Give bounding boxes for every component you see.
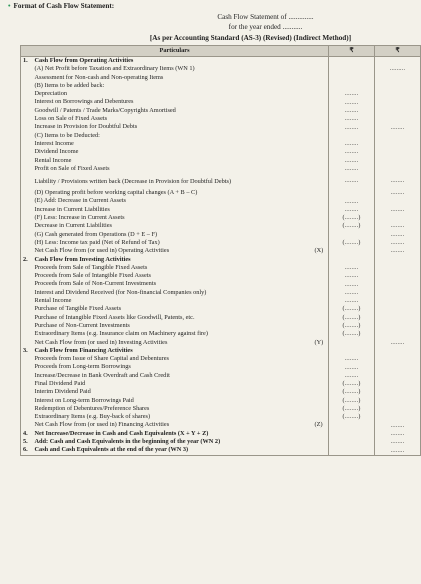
row-amount-2: ........ [375,123,421,131]
row-number [21,363,33,371]
bullet-icon: • [8,2,11,10]
row-number [21,297,33,305]
row-amount-2 [375,397,421,405]
table-row [21,157,421,165]
row-subtotal-label [313,74,329,82]
row-particulars: Rental Income [34,156,72,164]
row-amount-2: ........ [375,173,421,189]
row-amount-1: ........ [329,148,375,156]
table-row [21,272,421,280]
row-number [21,339,33,347]
row-number [21,98,33,106]
row-number [21,305,33,313]
table-row [21,438,421,446]
row-amount-1: ........ [329,272,375,280]
row-particulars: Purchase of Non-Current Investments [34,321,130,329]
row-subtotal-label: (X) [313,247,329,255]
row-particulars: (A) Net Profit before Taxation and Extraordinary Items (WN 1) [34,65,195,73]
row-number [21,413,33,421]
row-amount-2: ........ [375,222,421,230]
row-particulars: (C) Items to be Deducted: [34,131,100,139]
row-amount-2 [375,297,421,305]
row-subtotal-label [313,140,329,148]
row-amount-1: ........ [329,355,375,363]
row-number [21,421,33,429]
row-amount-2 [375,314,421,322]
row-amount-2: ........ [375,231,421,239]
section-heading [8,2,114,10]
row-amount-2 [375,57,421,66]
row-number: 4. [21,430,33,438]
table-row [21,256,421,264]
row-amount-1 [329,189,375,197]
row-subtotal-label [313,173,329,189]
row-number [21,74,33,82]
table-row [21,57,421,66]
row-amount-1: (........) [329,322,375,330]
row-amount-2 [375,107,421,115]
row-particulars: Increase in Current Liabilities [34,205,110,213]
table-row [21,421,421,429]
row-number: 2. [21,256,33,264]
row-amount-2: ........ [375,430,421,438]
row-amount-1: ........ [329,157,375,165]
row-amount-1: ........ [329,206,375,214]
row-number: 3. [21,347,33,355]
row-amount-2 [375,214,421,222]
row-amount-1: (........) [329,388,375,396]
row-amount-1: ........ [329,115,375,123]
table-row [21,206,421,214]
table-row [21,446,421,455]
row-amount-1: ........ [329,363,375,371]
row-amount-2 [375,82,421,90]
row-amount-1 [329,421,375,429]
table-row [21,314,421,322]
row-amount-1: ........ [329,123,375,131]
row-amount-1 [329,347,375,355]
row-amount-1 [329,65,375,73]
row-number [21,140,33,148]
row-subtotal-label [313,189,329,197]
row-amount-2: ........ [375,446,421,455]
row-amount-2 [375,148,421,156]
row-particulars: Cash and Cash Equivalents at the end of the year (WN 3) [33,446,313,455]
row-subtotal-label [313,239,329,247]
row-particulars: Assessment for Non-cash and Non-operating Items [34,73,164,81]
row-particulars: Proceeds from Sale of Intangible Fixed Assets [34,272,151,280]
table-row [21,405,421,413]
row-amount-2: ........ [375,206,421,214]
row-number [21,65,33,73]
row-amount-2: ........ [375,438,421,446]
table-row [21,197,421,205]
row-number [21,280,33,288]
row-number [21,123,33,131]
row-number [21,214,33,222]
row-amount-1 [329,74,375,82]
row-amount-1 [329,430,375,438]
row-particulars: (G) Cash generated from Operations (D + E – F) [34,230,158,238]
row-number [21,173,33,189]
row-number [21,239,33,247]
row-subtotal-label [313,322,329,330]
row-amount-2 [375,347,421,355]
row-amount-2 [375,272,421,280]
row-particulars: Cash Flow from Financing Activities [34,346,133,354]
row-number [21,82,33,90]
row-particulars: Increase in Provision for Doubtful Debts [34,123,138,131]
row-subtotal-label [313,222,329,230]
row-number: 6. [21,446,33,455]
row-particulars: Interest on Borrowings and Debentures [34,98,134,106]
row-subtotal-label [313,289,329,297]
row-amount-2 [375,256,421,264]
row-amount-1: (........) [329,222,375,230]
row-number [21,206,33,214]
row-amount-1: ........ [329,264,375,272]
row-subtotal-label [313,347,329,355]
row-subtotal-label [313,115,329,123]
row-particulars: Decrease in Current Liabilities [34,222,112,230]
row-subtotal-label [313,82,329,90]
row-amount-2: ......... [375,65,421,73]
row-particulars: Loss on Sale of Fixed Assets [34,115,108,123]
row-amount-2 [375,74,421,82]
row-number [21,247,33,255]
table-row [21,289,421,297]
row-subtotal-label [313,413,329,421]
table-row [21,297,421,305]
table-row [21,322,421,330]
table-row [21,388,421,396]
row-subtotal-label [313,272,329,280]
table-row [21,430,421,438]
row-subtotal-label [313,65,329,73]
row-subtotal-label [313,107,329,115]
row-number [21,197,33,205]
row-particulars: Proceeds from Sale of Non-Current Investments [34,280,157,288]
row-amount-1 [329,82,375,90]
row-particulars: Dividend Income [34,148,79,156]
row-subtotal-label [313,157,329,165]
row-amount-1: (........) [329,239,375,247]
row-particulars: Purchase of Tangible Fixed Assets [34,305,122,313]
row-amount-1: ........ [329,372,375,380]
table-row [21,339,421,347]
table-row [21,247,421,255]
row-number [21,272,33,280]
table-row [21,372,421,380]
row-amount-2 [375,280,421,288]
table-row [21,189,421,197]
row-number [21,330,33,338]
row-amount-2: ........ [375,339,421,347]
row-subtotal-label [313,397,329,405]
row-particulars: (E) Add: Decrease in Current Assets [34,197,126,205]
row-subtotal-label [313,264,329,272]
row-amount-2 [375,157,421,165]
row-amount-2 [375,132,421,140]
row-particulars: Add: Cash and Cash Equivalents in the beginning of the year (WN 2) [34,438,221,446]
row-subtotal-label [313,314,329,322]
row-number [21,90,33,98]
row-number [21,405,33,413]
table-row [21,214,421,222]
row-particulars: Proceeds from Issue of Share Capital and Debentures [34,355,169,363]
row-particulars: Interest on Long-term Borrowings Paid [34,396,134,404]
row-amount-1: ........ [329,280,375,288]
statement-title: Cash Flow Statement of .............. [217,13,314,21]
row-subtotal-label [313,98,329,106]
row-number [21,322,33,330]
row-amount-1: (........) [329,330,375,338]
row-particulars: Cash Flow from Investing Activities [34,255,131,263]
row-particulars: Extraordinary Items (e.g. Insurance claim on Machinery against fire) [34,330,208,338]
row-number [21,264,33,272]
row-particulars: Liability / Provisions written back (Decrease in Provision for Doubtful Debts) [34,177,232,185]
table-row [21,74,421,82]
row-particulars: Increase/Decrease in Bank Overdraft and Cash Credit [34,371,170,379]
row-amount-2 [375,413,421,421]
row-subtotal-label [313,305,329,313]
row-number [21,165,33,173]
row-subtotal-label [313,430,329,438]
row-particulars: Proceeds from Sale of Tangible Fixed Assets [34,263,148,271]
row-amount-1: (........) [329,413,375,421]
row-number [21,157,33,165]
row-subtotal-label [313,405,329,413]
row-particulars: Interest Income [34,139,74,147]
row-number [21,148,33,156]
row-particulars: Cash Flow from Operating Activities [34,57,134,64]
row-number [21,388,33,396]
row-amount-2 [375,405,421,413]
row-particulars: Extraordinary Items (e.g. Buy-back of shares) [34,413,151,421]
row-amount-2: ........ [375,247,421,255]
table-row [21,173,421,189]
row-amount-1: (........) [329,305,375,313]
table-row [21,397,421,405]
row-amount-1: (........) [329,314,375,322]
table-row [21,82,421,90]
table-row [21,363,421,371]
table-header-row [21,46,421,57]
statement-standard: [As per Accounting Standard (AS-3) (Revised) (Indirect Method)] [149,34,352,42]
row-amount-1: ........ [329,165,375,173]
row-particulars: (B) Items to be added back: [34,81,105,89]
row-particulars: (H) Less: Income tax paid (Net of Refund of Tax) [34,238,160,246]
row-particulars: (D) Operating profit before working capital changes (A + B – C) [34,189,198,197]
table-row [21,165,421,173]
row-amount-1: ........ [329,289,375,297]
row-particulars: Depreciation [34,90,68,98]
table-row [21,413,421,421]
table-row [21,305,421,313]
row-particulars: Rental Income [34,297,72,305]
row-amount-2 [375,363,421,371]
table-row [21,107,421,115]
row-number [21,397,33,405]
table-row [21,330,421,338]
row-subtotal-label [313,148,329,156]
particulars-header: Particulars [21,46,329,57]
row-amount-2 [375,380,421,388]
row-number [21,289,33,297]
statement-period: for the year ended ........... [228,23,303,31]
table-row [21,148,421,156]
row-number [21,132,33,140]
heading-text: Format of Cash Flow Statement: [13,2,115,10]
row-amount-2 [375,355,421,363]
table-row [21,264,421,272]
row-amount-2 [375,289,421,297]
table-row [21,355,421,363]
row-subtotal-label [313,330,329,338]
row-subtotal-label [313,214,329,222]
row-amount-1: ........ [329,107,375,115]
row-amount-1 [329,132,375,140]
row-amount-1: ........ [329,197,375,205]
row-subtotal-label [313,372,329,380]
row-amount-1: (........) [329,214,375,222]
row-subtotal-label [313,438,329,446]
row-particulars: Final Dividend Paid [34,379,86,387]
row-subtotal-label [313,297,329,305]
row-subtotal-label [313,388,329,396]
table-row [21,347,421,355]
row-particulars: Net Increase/Decrease in Cash and Cash Equivalents (X + Y + Z) [34,429,209,437]
row-amount-1 [329,438,375,446]
amount-header-1: ₹ [329,46,375,57]
row-particulars: Profit on Sale of Fixed Assets [34,164,110,172]
row-subtotal-label [313,231,329,239]
row-amount-2 [375,98,421,106]
row-subtotal-label [313,355,329,363]
table-row [21,90,421,98]
row-subtotal-label [313,165,329,173]
row-particulars: Purchase of Intangible Fixed Assets like Goodwill, Patents, etc. [34,313,195,321]
table-row [21,280,421,288]
row-amount-2 [375,197,421,205]
row-subtotal-label [313,256,329,264]
row-amount-2: ........ [375,421,421,429]
cash-flow-table [20,45,421,456]
row-amount-1 [329,339,375,347]
row-amount-2 [375,140,421,148]
table-row [21,123,421,131]
table-row [21,65,421,73]
row-number [21,107,33,115]
row-amount-2 [375,372,421,380]
row-subtotal-label [313,197,329,205]
row-particulars: (F) Less: Increase in Current Assets [34,214,125,222]
row-subtotal-label [313,90,329,98]
row-amount-2 [375,305,421,313]
row-number: 1. [21,57,33,66]
row-subtotal-label [313,206,329,214]
row-amount-1: (........) [329,405,375,413]
row-subtotal-label: (Y) [313,339,329,347]
row-amount-2 [375,115,421,123]
row-particulars: Goodwill / Patents / Trade Marks/Copyrights Amortised [34,106,176,114]
row-subtotal-label [313,380,329,388]
row-number [21,189,33,197]
row-subtotal-label [313,123,329,131]
row-number [21,222,33,230]
row-particulars: Redemption of Debentures/Preference Shares [34,404,150,412]
row-amount-1: ........ [329,297,375,305]
row-subtotal-label [313,132,329,140]
row-amount-1: ........ [329,90,375,98]
row-amount-1 [329,446,375,455]
row-amount-1 [329,231,375,239]
row-subtotal-label [313,280,329,288]
row-amount-1 [329,247,375,255]
row-particulars: Interest and Dividend Received (for Non-financial Companies only) [34,288,207,296]
row-particulars: Net Cash Flow from (or used in) Financing Activities [34,421,170,429]
row-subtotal-label [313,446,329,455]
row-number [21,372,33,380]
row-amount-2 [375,90,421,98]
row-number [21,115,33,123]
row-subtotal-label [313,363,329,371]
table-row [21,231,421,239]
row-particulars: Net Cash Flow from (or used in) Investing Activities [34,338,168,346]
row-particulars: Net Cash Flow from (or used in) Operating Activities [34,247,170,255]
row-amount-2: ........ [375,239,421,247]
row-particulars: Proceeds from Long-term Borrowings [34,363,131,371]
row-amount-1: ........ [329,98,375,106]
row-amount-2 [375,330,421,338]
table-row [21,98,421,106]
table-row [21,239,421,247]
row-number [21,231,33,239]
row-number [21,355,33,363]
row-subtotal-label: (Z) [313,421,329,429]
row-amount-1: ........ [329,173,375,189]
row-amount-1: (........) [329,380,375,388]
row-amount-1: (........) [329,397,375,405]
amount-header-2: ₹ [375,46,421,57]
row-particulars: Interim Dividend Paid [34,388,91,396]
row-amount-1: ........ [329,140,375,148]
row-amount-2 [375,388,421,396]
table-row [21,132,421,140]
row-amount-1 [329,256,375,264]
row-number: 5. [21,438,33,446]
row-number [21,380,33,388]
row-amount-2 [375,322,421,330]
table-row [21,380,421,388]
row-amount-2 [375,165,421,173]
row-amount-1 [329,57,375,66]
row-amount-2: ........ [375,189,421,197]
table-row [21,140,421,148]
row-subtotal-label [313,57,329,66]
table-row [21,115,421,123]
table-row [21,222,421,230]
row-number [21,314,33,322]
row-amount-2 [375,264,421,272]
